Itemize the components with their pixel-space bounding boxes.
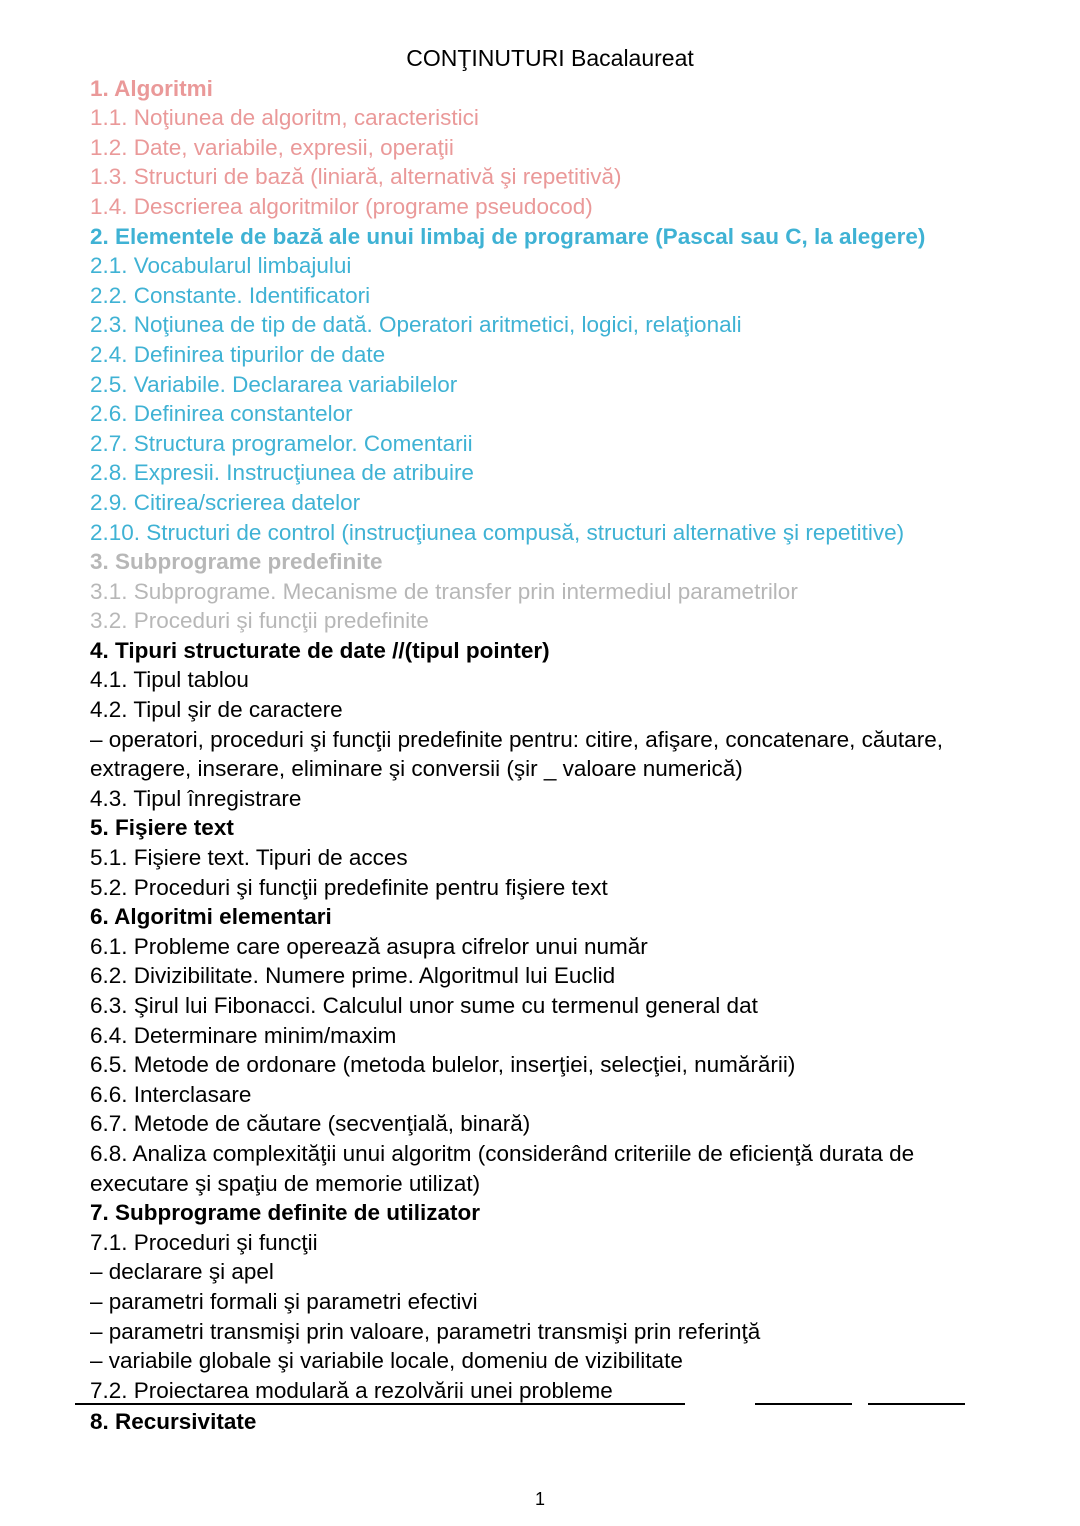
- content-line: 6.2. Divizibilitate. Numere prime. Algoritmul lui Euclid: [90, 963, 616, 989]
- content-line: 1.3. Structuri de bază (liniară, alternativă şi repetitivă): [90, 164, 622, 190]
- section-heading: 8. Recursivitate: [90, 1409, 257, 1435]
- content-line: 2.2. Constante. Identificatori: [90, 282, 371, 308]
- content-line: 6.4. Determinare minim/maxim: [90, 1022, 397, 1048]
- content-line: – variabile globale şi variabile locale, domeniu de vizibilitate: [90, 1348, 683, 1374]
- separator-segment: [868, 1403, 965, 1405]
- content-line: 6.3. Şirul lui Fibonacci. Calculul unor sume cu termenul general dat: [90, 993, 758, 1018]
- content-line: 2.9. Citirea/scrierea datelor: [90, 489, 361, 515]
- separator-line: [75, 1402, 1010, 1406]
- content-line: – declarare şi apel: [90, 1259, 274, 1285]
- content-line: 1.2. Date, variabile, expresii, operaţii: [90, 134, 454, 160]
- content-line: 2.5. Variabile. Declararea variabilelor: [90, 371, 458, 397]
- content-line: 6.8. Analiza complexităţii unui algoritm (considerând criteriile de eficienţă durata de executare şi spaţiu de memorie utilizat): [90, 1140, 915, 1196]
- content-list-after-rule: [90, 1407, 1010, 1437]
- content-line: 5.1. Fişiere text. Tipuri de acces: [90, 845, 408, 871]
- content-line: 2.10. Structuri de control (instrucţiunea compusă, structuri alternative şi repetitive): [90, 519, 905, 545]
- content-list: [90, 74, 1010, 1406]
- section-heading: 7. Subprograme definite de utilizator: [90, 1200, 481, 1226]
- content-line: 6.5. Metode de ordonare (metoda bulelor, inserţiei, selecţiei, numărării): [90, 1052, 796, 1078]
- section-heading: 4. Tipuri structurate de date //(tipul pointer): [90, 637, 550, 663]
- section-heading: 3. Subprograme predefinite: [90, 549, 383, 575]
- content-line: 3.1. Subprograme. Mecanisme de transfer prin intermediul parametrilor: [90, 578, 798, 604]
- separator-segment: [75, 1403, 685, 1405]
- content-line: 1.1. Noţiunea de algoritm, caracteristici: [90, 105, 479, 131]
- content-line: – parametri formali şi parametri efectivi: [90, 1288, 478, 1314]
- section-heading: 6. Algoritmi elementari: [90, 904, 332, 930]
- content-line: 6.6. Interclasare: [90, 1081, 252, 1107]
- content-line: 7.2. Proiectarea modulară a rezolvării unei probleme: [90, 1377, 613, 1403]
- content-line: 2.8. Expresii. Instrucţiunea de atribuire: [90, 460, 474, 486]
- content-line: 2.6. Definirea constantelor: [90, 401, 353, 427]
- content-line: 2.3. Noţiunea de tip de dată. Operatori aritmetici, logici, relaţionali: [90, 312, 742, 338]
- content-line: 6.1. Probleme care operează asupra cifrelor unui număr: [90, 933, 648, 959]
- content-line: 4.1. Tipul tablou: [90, 667, 249, 693]
- content-line: – operatori, proceduri şi funcţii predefinite pentru: citire, afişare, concatenare, căutare, extragere, inserare, eliminare şi conversii (şir _ valoare numerică): [90, 726, 943, 782]
- content-line: 2.7. Structura programelor. Comentarii: [90, 430, 473, 456]
- content-line: 4.3. Tipul înregistrare: [90, 785, 302, 811]
- content-line: 3.2. Proceduri şi funcţii predefinite: [90, 608, 429, 634]
- content-line: 6.7. Metode de căutare (secvenţială, binară): [90, 1111, 531, 1137]
- page-number: 1: [534, 1489, 545, 1509]
- section-heading: 5. Fişiere text: [90, 815, 234, 841]
- section-heading: 1. Algoritmi: [90, 75, 213, 101]
- content-line: 4.2. Tipul şir de caractere: [90, 697, 343, 723]
- content-line: 7.1. Proceduri şi funcţii: [90, 1229, 318, 1255]
- content-line: 2.1. Vocabularul limbajului: [90, 253, 352, 279]
- page-title: CONŢINUTURI Bacalaureat: [406, 45, 694, 71]
- separator-segment: [755, 1403, 852, 1405]
- content-line: 5.2. Proceduri şi funcţii predefinite pentru fişiere text: [90, 874, 608, 900]
- content-line: – parametri transmişi prin valoare, parametri transmişi prin referinţă: [90, 1318, 761, 1344]
- content-line: 1.4. Descrierea algoritmilor (programe pseudocod): [90, 193, 593, 219]
- section-heading: 2. Elementele de bază ale unui limbaj de programare (Pascal sau C, la alegere): [90, 223, 926, 249]
- content-line: 2.4. Definirea tipurilor de date: [90, 341, 386, 367]
